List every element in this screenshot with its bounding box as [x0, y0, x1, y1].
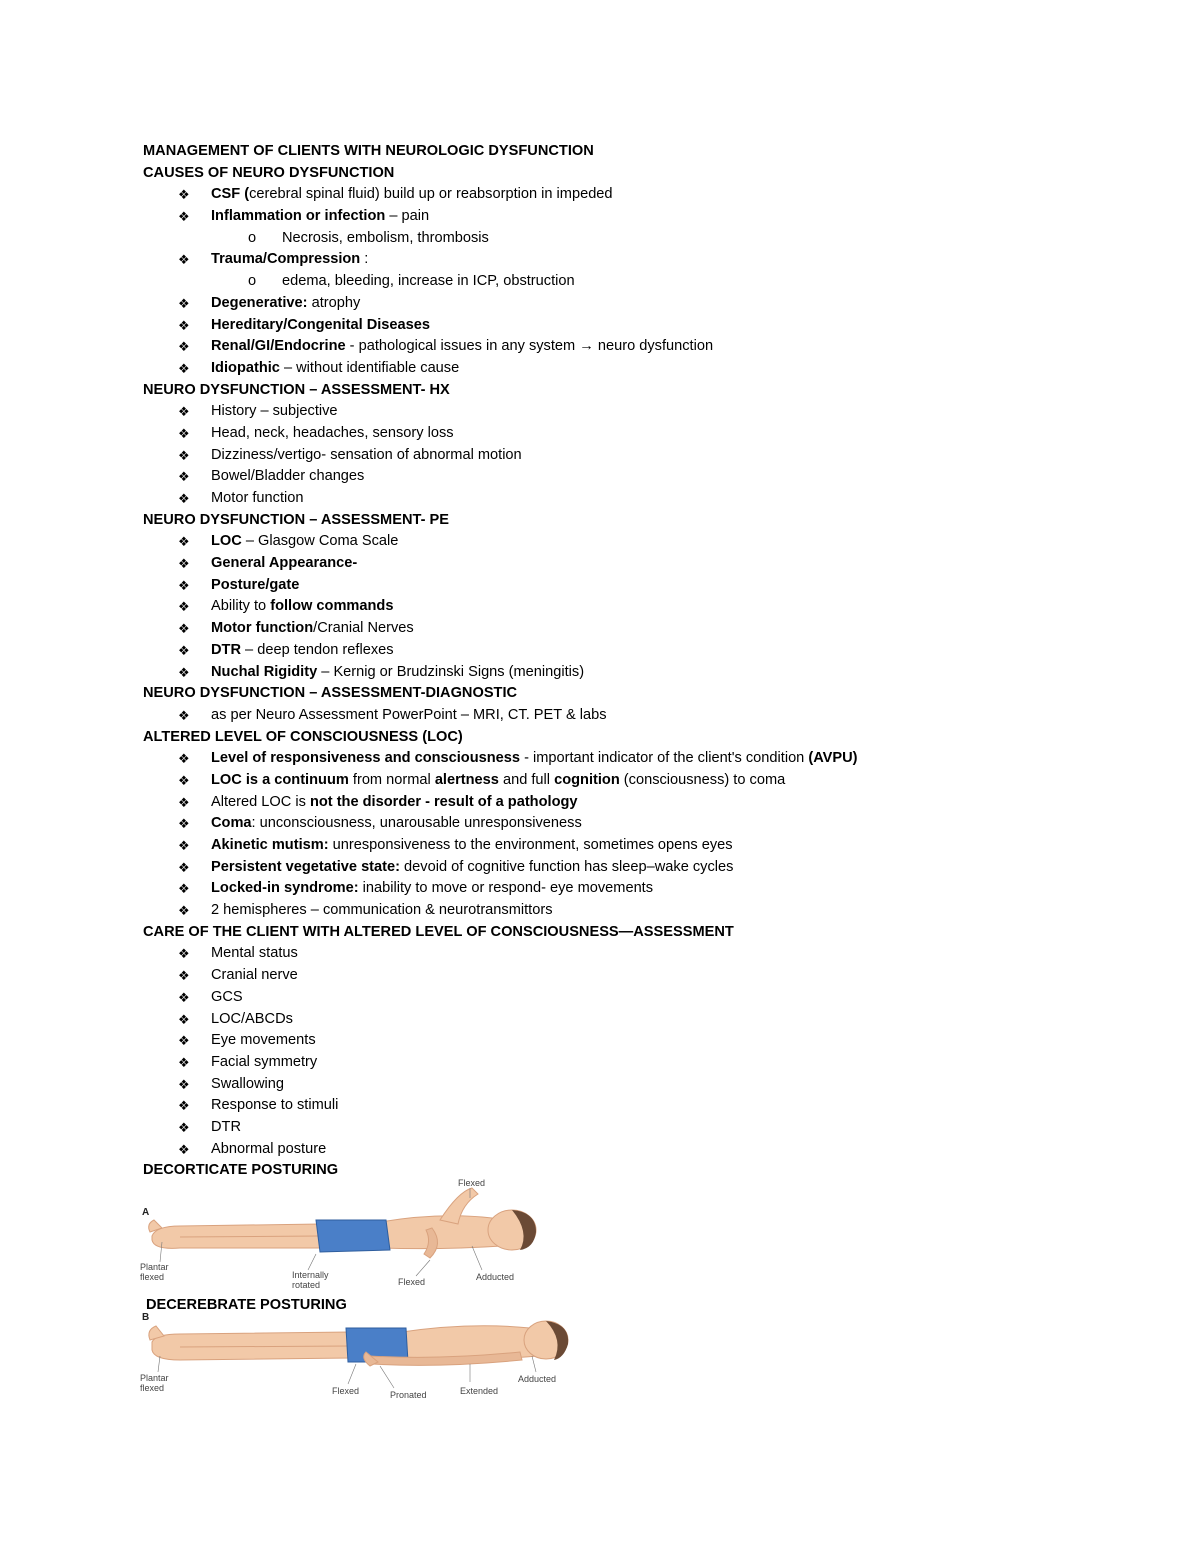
list-item	[143, 1095, 1133, 1117]
item-text: Abnormal posture	[211, 1140, 327, 1157]
item-term: Inflammation or infection	[211, 208, 386, 225]
item-text: Swallowing	[211, 1075, 285, 1092]
diamond-bullet-icon: ❖	[178, 881, 190, 897]
list-item	[143, 1074, 1133, 1096]
hx-heading: NEURO DYSFUNCTION – ASSESSMENT- HX	[143, 381, 450, 398]
list-item	[143, 596, 1133, 618]
item-text: Response to stimuli	[211, 1097, 339, 1114]
list-item	[143, 987, 1133, 1009]
diamond-bullet-icon: ❖	[178, 339, 190, 355]
item-term: General Appearance-	[211, 555, 358, 572]
item-term: Motor function	[211, 620, 314, 637]
diamond-bullet-icon: ❖	[178, 1076, 190, 1092]
item-term: Hereditary/Congenital Diseases	[211, 316, 430, 333]
diamond-bullet-icon: ❖	[178, 751, 190, 767]
item-term: not the disorder - result of a pathology	[309, 793, 578, 810]
item-term: LOC is a continuum	[211, 771, 349, 788]
label-plantar-flexed: Plantar flexed	[140, 1262, 169, 1282]
diamond-bullet-icon: ❖	[178, 187, 190, 203]
diamond-bullet-icon: ❖	[178, 425, 190, 441]
item-text: – deep tendon reflexes	[241, 641, 394, 658]
causes-list	[143, 184, 1133, 379]
item-text: Cranial nerve	[211, 967, 298, 984]
item-text: cerebral spinal fluid) build up or reabsorption in impeded	[249, 186, 613, 203]
item-term: Persistent vegetative state:	[211, 858, 400, 875]
item-text: – pain	[385, 208, 430, 225]
decerebrate-body-illustration	[140, 1316, 570, 1416]
item-text: as per Neuro Assessment PowerPoint – MRI, CT. PET & labs	[211, 706, 607, 723]
diamond-bullet-icon: ❖	[178, 317, 190, 333]
item-term: alertness	[434, 771, 499, 788]
item-term: Degenerative:	[211, 294, 308, 311]
label-adducted-b: Adducted	[518, 1374, 557, 1384]
list-item	[143, 553, 1133, 575]
label-flexed: Flexed	[398, 1277, 426, 1287]
list-item	[143, 575, 1133, 597]
diamond-bullet-icon: ❖	[178, 1011, 190, 1027]
diamond-bullet-icon: ❖	[178, 794, 190, 810]
diamond-bullet-icon: ❖	[178, 1033, 190, 1049]
care-heading: CARE OF THE CLIENT WITH ALTERED LEVEL OF CONSCIOUSNESS—ASSESSMENT	[143, 923, 734, 940]
diamond-bullet-icon: ❖	[178, 404, 190, 420]
list-item	[143, 1117, 1133, 1139]
item-prefix: Ability to	[211, 598, 271, 615]
item-prefix: Altered LOC is	[211, 793, 310, 810]
item-text: Head, neck, headaches, sensory loss	[211, 424, 454, 441]
list-item	[143, 249, 1133, 271]
diamond-bullet-icon: ❖	[178, 816, 190, 832]
list-item	[143, 640, 1133, 662]
diamond-bullet-icon: ❖	[178, 556, 190, 572]
list-item	[143, 336, 1133, 358]
diamond-bullet-icon: ❖	[178, 903, 190, 919]
diamond-bullet-icon: ❖	[178, 577, 190, 593]
doc-title: MANAGEMENT OF CLIENTS WITH NEUROLOGIC DYSFUNCTION	[143, 143, 594, 159]
item-term: Trauma/Compression	[211, 251, 361, 268]
item-text: (consciousness) to coma	[619, 771, 786, 788]
diamond-bullet-icon: ❖	[178, 838, 190, 853]
list-item	[143, 792, 1133, 814]
item-text: from normal	[348, 771, 435, 788]
list-item	[143, 488, 1133, 510]
list-item	[143, 900, 1133, 922]
list-item	[143, 705, 1133, 727]
label-internally-rotated: Internally rotated	[292, 1270, 329, 1290]
diamond-bullet-icon: ❖	[178, 599, 190, 615]
list-item	[143, 423, 1133, 445]
list-item	[143, 466, 1133, 488]
sub-item-text: edema, bleeding, increase in ICP, obstruction	[282, 273, 575, 290]
diamond-bullet-icon: ❖	[178, 621, 190, 637]
list-item	[143, 662, 1133, 684]
list-item	[143, 835, 1133, 857]
label-adducted: Adducted	[476, 1272, 515, 1282]
item-term: Coma	[211, 815, 252, 832]
list-item	[143, 1009, 1133, 1031]
diamond-bullet-icon: ❖	[178, 968, 190, 984]
item-text: DTR	[211, 1118, 241, 1135]
item-text: – Glasgow Coma Scale	[241, 533, 399, 550]
item-text: – Kernig or Brudzinski Signs (meningitis)	[317, 663, 585, 680]
item-text: unresponsiveness to the environment, sometimes opens eyes	[328, 837, 733, 853]
label-plantar-flexed-b: Plantar flexed	[140, 1373, 169, 1393]
item-text: Dizziness/vertigo- sensation of abnormal motion	[211, 446, 522, 463]
decorticate-letter: A	[142, 1207, 150, 1218]
diamond-bullet-icon: ❖	[178, 707, 190, 723]
list-item	[143, 943, 1133, 965]
diamond-bullet-icon: ❖	[178, 1054, 190, 1070]
item-text: - important indicator of the client's condition	[520, 750, 809, 767]
list-item	[143, 618, 1133, 640]
item-term: Akinetic mutism:	[211, 837, 329, 853]
item-text: atrophy	[307, 294, 361, 311]
item-text: Bowel/Bladder changes	[211, 468, 365, 485]
list-item	[143, 770, 1133, 792]
item-text: /Cranial Nerves	[313, 620, 414, 637]
decerebrate-letter: B	[142, 1312, 150, 1323]
list-item	[143, 878, 1133, 900]
item-text: Eye movements	[211, 1032, 316, 1049]
item-term: Nuchal Rigidity	[211, 663, 318, 680]
diamond-bullet-icon: ❖	[178, 1119, 190, 1135]
item-text: Mental status	[211, 945, 298, 962]
list-item	[143, 965, 1133, 987]
item-term: Locked-in syndrome:	[211, 880, 359, 897]
item-text: devoid of cognitive function has sleep–wake cycles	[400, 858, 734, 875]
item-text: and full	[498, 771, 555, 788]
item-text: 2 hemispheres – communication & neurotransmittors	[211, 902, 553, 919]
list-item	[143, 184, 1133, 206]
diamond-bullet-icon: ❖	[178, 209, 190, 225]
diag-heading: NEURO DYSFUNCTION – ASSESSMENT-DIAGNOSTIC	[143, 685, 518, 702]
decorticate-figure	[140, 1178, 540, 1294]
loc-heading: ALTERED LEVEL OF CONSCIOUSNESS (LOC)	[143, 728, 463, 745]
label-flexed-b: Flexed	[332, 1386, 360, 1396]
item-text: History – subjective	[211, 403, 338, 420]
diamond-bullet-icon: ❖	[178, 1098, 190, 1114]
list-item	[143, 445, 1133, 467]
pe-heading: NEURO DYSFUNCTION – ASSESSMENT- PE	[143, 511, 449, 528]
document-page	[140, 141, 1133, 1416]
hx-list	[143, 401, 1133, 509]
decorticate-heading: DECORTICATE POSTURING	[143, 1162, 339, 1179]
item-term: Idiopathic	[211, 359, 280, 376]
label-flexed-top: Flexed	[458, 1178, 486, 1188]
care-list	[143, 943, 1133, 1160]
diamond-bullet-icon: ❖	[178, 491, 190, 506]
item-term: (AVPU)	[808, 750, 858, 767]
list-item	[143, 358, 1133, 380]
diamond-bullet-icon: ❖	[178, 295, 190, 311]
list-item	[143, 748, 1133, 770]
list-item	[143, 1030, 1133, 1052]
diamond-bullet-icon: ❖	[178, 772, 190, 788]
list-item	[143, 293, 1133, 315]
item-term: LOC	[211, 533, 242, 550]
item-text: inability to move or respond- eye movements	[358, 880, 654, 897]
circle-bullet-icon: o	[248, 273, 257, 290]
item-text: - pathological issues in any system → neuro dysfunction	[345, 338, 714, 355]
item-term: follow commands	[270, 598, 394, 615]
item-text: :	[360, 251, 369, 268]
item-text: Facial symmetry	[211, 1053, 318, 1070]
list-item	[143, 813, 1133, 835]
item-term: DTR	[211, 641, 241, 658]
item-term: CSF (	[211, 186, 250, 203]
sub-list-item	[143, 228, 1133, 250]
list-item	[143, 1139, 1133, 1161]
item-text: LOC/ABCDs	[211, 1010, 293, 1027]
diamond-bullet-icon: ❖	[178, 360, 190, 376]
decerebrate-figure	[140, 1312, 570, 1416]
item-term: Posture/gate	[211, 576, 300, 593]
circle-bullet-icon: o	[248, 229, 257, 246]
list-item	[143, 206, 1133, 228]
loc-list	[143, 748, 1133, 922]
causes-heading: CAUSES OF NEURO DYSFUNCTION	[143, 164, 395, 181]
list-item	[143, 857, 1133, 879]
item-text: – without identifiable cause	[279, 359, 460, 376]
diag-list	[143, 705, 1133, 727]
diamond-bullet-icon: ❖	[178, 664, 190, 680]
sub-list-item	[143, 271, 1133, 293]
diamond-bullet-icon: ❖	[178, 946, 190, 962]
pe-list	[143, 531, 1133, 683]
diamond-bullet-icon: ❖	[178, 447, 190, 463]
list-item	[143, 531, 1133, 553]
item-text: Motor function	[211, 490, 304, 506]
list-item	[143, 315, 1133, 337]
diamond-bullet-icon: ❖	[178, 642, 190, 658]
diamond-bullet-icon: ❖	[178, 859, 190, 875]
sub-item-text: Necrosis, embolism, thrombosis	[282, 229, 489, 246]
diamond-bullet-icon: ❖	[178, 989, 190, 1005]
diamond-bullet-icon: ❖	[178, 469, 190, 485]
diamond-bullet-icon: ❖	[178, 1141, 190, 1157]
item-term: Renal/GI/Endocrine	[211, 338, 346, 355]
item-text: GCS	[211, 988, 243, 1005]
list-item	[143, 1052, 1133, 1074]
decerebrate-heading: DECEREBRATE POSTURING	[146, 1297, 347, 1313]
item-term: cognition	[554, 771, 620, 788]
label-pronated: Pronated	[390, 1390, 427, 1400]
diamond-bullet-icon: ❖	[178, 534, 190, 550]
item-term: Level of responsiveness and consciousness	[211, 750, 521, 767]
list-item	[143, 401, 1133, 423]
diamond-bullet-icon: ❖	[178, 252, 190, 268]
label-extended: Extended	[460, 1386, 499, 1396]
item-text: : unconsciousness, unarousable unresponsiveness	[251, 815, 582, 832]
